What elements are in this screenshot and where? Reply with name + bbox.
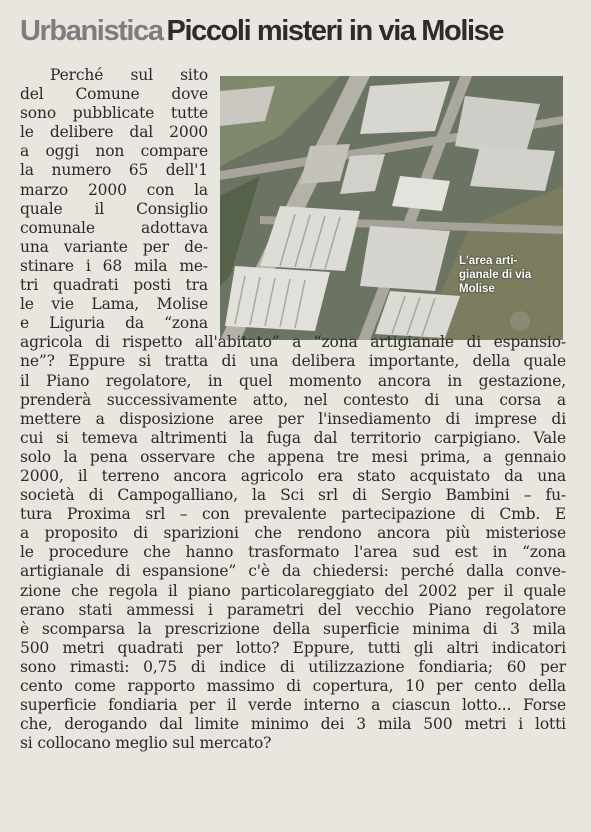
- text-line: 2000, il terreno ancora agricolo era stato acquistato da una: [20, 466, 566, 485]
- text-line: tura Proxima srl – con prevalente partecipazione di Cmb. E: [20, 505, 566, 524]
- text-line: 500 metri quadrati per lotto? Eppure, tutti gli altri indicatori: [20, 638, 566, 657]
- text-line: quale il Consiglio: [20, 199, 208, 218]
- text-line: cui si temeva altrimenti la fuga dal territorio carpigiano. Vale: [20, 428, 566, 447]
- text-line: superficie fondiaria per il verde interno a ciascun lotto... Forse: [20, 696, 566, 715]
- text-line: che, derogando dal limite minimo dei 3 mila 500 metri i lotti: [20, 715, 566, 734]
- text-line: agricola di rispetto all'abitato” a “zona artigianale di espansio-: [20, 333, 566, 352]
- text-line: sono pubblicate tutte: [20, 104, 208, 123]
- text-line: tri quadrati posti tra: [20, 276, 208, 295]
- caption-line: L'area arti-: [459, 255, 518, 267]
- text-line: è scomparsa la prescrizione della superficie minima di 3 mila: [20, 619, 566, 638]
- text-line: erano stati ammessi i parametri del vecchio Piano regolatore: [20, 600, 566, 619]
- text-line: marzo 2000 con la: [20, 180, 208, 199]
- text-line: zione che regola il piano particolareggiato del 2002 per il quale: [20, 581, 566, 600]
- text-line: le procedure che hanno trasformato l'area sud est in “zona: [20, 543, 566, 562]
- article-body: [20, 66, 566, 753]
- text-line: società di Campogalliano, la Sci srl di Sergio Bambini – fu-: [20, 486, 566, 505]
- text-line: a proposito di sparizioni che rendono ancora più misteriose: [20, 524, 566, 543]
- text-line: del Comune dove: [20, 85, 208, 104]
- text-line: il Piano regolatore, in quel momento ancora in gestazione,: [20, 371, 566, 390]
- headline-kicker: Urbanistica: [20, 15, 163, 47]
- text-line: ne”? Eppure si tratta di una delibera importante, della quale: [20, 352, 566, 371]
- text-line: Perché sul sito: [50, 66, 208, 84]
- text-line: cento come rapporto massimo di copertura, 10 per cento della: [20, 677, 566, 695]
- article-narrow-column: [20, 66, 208, 333]
- text-line: solo la pena osservare che appena tre mesi prima, a gennaio: [20, 447, 566, 466]
- text-line: una variante per de-: [20, 237, 208, 256]
- caption-line: gianale di via: [459, 269, 532, 281]
- text-line: si collocano meglio sul mercato?: [20, 734, 272, 753]
- text-line: sono rimasti: 0,75 di indice di utilizzazione fondiaria; 60 per: [20, 657, 566, 676]
- text-line: prenderà successivamente atto, nel contesto di una corsa a: [20, 390, 566, 409]
- text-line: mettere a disposizione aree per l'insediamento di imprese di: [20, 409, 566, 428]
- text-line: comunale adottava: [20, 218, 208, 237]
- text-line: stinare i 68 mila me-: [20, 256, 208, 275]
- text-line: e Liguria da “zona: [20, 314, 208, 333]
- text-line: la numero 65 dell'1: [20, 161, 208, 180]
- text-line: le delibere dal 2000: [20, 123, 208, 142]
- headline: [20, 14, 581, 48]
- caption-line: Molise: [459, 283, 495, 295]
- text-line: le vie Lama, Molise: [20, 295, 208, 314]
- headline-title: Piccoli misteri in via Molise: [166, 15, 504, 47]
- text-line: a oggi non compare: [20, 142, 208, 161]
- article-wide-column: [20, 333, 566, 753]
- text-line: artigianale di espansione” c'è da chiedersi: perché dalla conve-: [20, 562, 566, 581]
